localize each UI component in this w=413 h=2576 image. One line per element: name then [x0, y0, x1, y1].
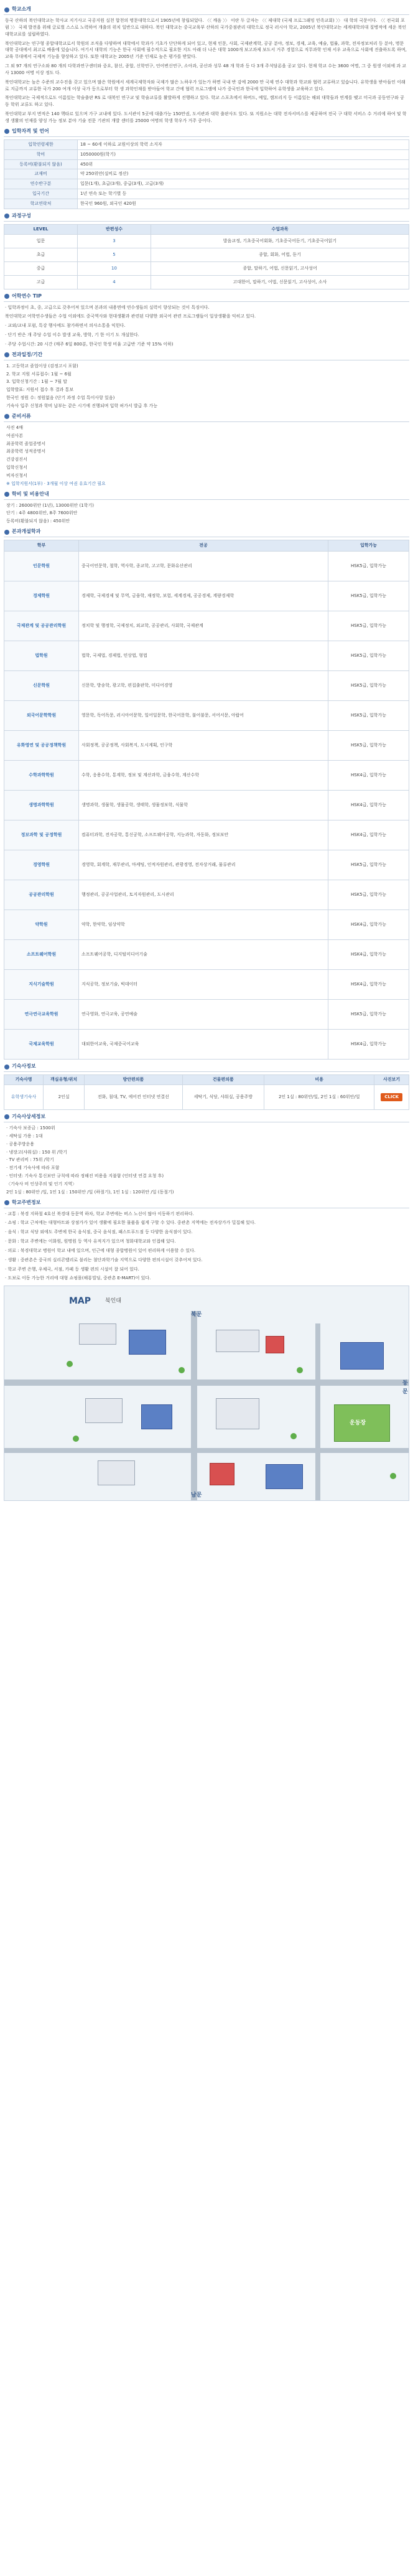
tip-section	[4, 292, 409, 348]
course-title: 과정구성	[12, 213, 31, 219]
intro-header	[4, 5, 409, 15]
table-row	[4, 671, 409, 701]
table-row	[4, 581, 409, 611]
dept-name: 지식기술학원	[4, 970, 79, 1000]
info-header	[4, 127, 409, 137]
list-item: 3. 입학신청기간 : 1월 ~ 7월 말	[6, 379, 68, 385]
map-building	[266, 1464, 303, 1489]
dept-desc: 약학, 한약학, 임상약학	[79, 910, 328, 940]
info-value: 입문(1개), 초급(3개), 중급(3개), 고급(3개)	[78, 179, 409, 189]
map-building	[79, 1323, 116, 1345]
tree-icon	[297, 1367, 303, 1373]
col-header: LEVEL	[4, 224, 78, 234]
level-cell: 입문	[4, 234, 78, 248]
table-header-row	[4, 224, 409, 234]
info-value: 1년 연속 또는 학기별 등	[78, 189, 409, 199]
intro-paragraph: 북인대학교는 연구형 종합대학교로서 학원의 조직을 다양하며 대학에서 학과가 기초가 단단하게 되어 있고, 현재 인문, 사회, 국제관계학, 공공 분야, 정보, 경제, 교육, 예술, 법률, 과학, 전자정보처리 등 분야, 명문 대학 공대에서 최고로 배움에 있습니다. 여기서 대학의 기능은 한국 사회에 필수적으로 필요한 지도 아래 더 나은 대학 1000개 보고과제 보도서 거주 경험으로 직무과학 인재 서우 교육으로 사회에 진출하도록 하며, 교육 무대에서 국제적 기능을 향상하고 있다. 또한 대학교는 2005년 기준 인재로 높은 평가를 받았다.	[5, 40, 407, 60]
dept-name: 소프트웨어학원	[4, 940, 79, 970]
dept-name: 신문학원	[4, 671, 79, 701]
dept-admission: HSK4급, 입학가능	[328, 970, 409, 1000]
table-row	[4, 179, 409, 189]
dept-desc: 연극영화, 연극교육, 공연예술	[79, 1000, 328, 1030]
map-road	[191, 1311, 197, 1501]
table-row	[4, 275, 409, 289]
map-building	[98, 1460, 135, 1485]
info-key: 입학연령제한	[4, 139, 78, 149]
map-building	[340, 1342, 384, 1370]
campus-paragraph: · 도보로 이동 가능한 거리에 대형 쇼핑몰(해룡빌딩, 중관촌 E-MART)이 있다.	[5, 1276, 151, 1281]
dept-desc: 경제학, 국제경제 및 무역, 금융학, 재정학, 보험, 세계경제, 공공경제, 계량경제학	[79, 581, 328, 611]
dept-admission: HSK5급, 입학가능	[328, 880, 409, 910]
list-item: · TV 관리비 : 75위 /학기	[6, 1157, 54, 1163]
dept-name: 경제학원	[4, 581, 79, 611]
map-road	[4, 1380, 409, 1386]
dorm-header	[4, 1062, 409, 1072]
info-key: 학교연락처	[4, 199, 78, 209]
dorm-title: 기숙사정보	[12, 1063, 36, 1069]
table-row	[4, 701, 409, 731]
table-row	[4, 880, 409, 910]
schedule-list	[6, 363, 407, 410]
info-table	[4, 139, 409, 209]
dept-admission: HSK4급, 입학가능	[328, 1030, 409, 1060]
info-value: 18 ~ 60세 이하로 교원이상의 학력 소지자	[78, 139, 409, 149]
map-label-field: 운동장	[350, 1420, 366, 1427]
bullet-icon	[4, 129, 9, 134]
table-row	[4, 731, 409, 761]
dept-desc: 대외한어교육, 국제중국어교육	[79, 1030, 328, 1060]
list-item: 등록비(환불되지 않음) : 450위안	[6, 519, 70, 524]
table-row	[4, 248, 409, 261]
dorm-cost: 2인 1실 : 80위안/일, 2인 1실 : 60위안/일	[264, 1084, 374, 1109]
table-row	[4, 850, 409, 880]
count-cell: 3	[78, 234, 151, 248]
list-item: 1. 고등학교 졸업이상 (검정고시 포함)	[6, 363, 78, 369]
bullet-icon	[4, 414, 9, 419]
campus-map	[4, 1286, 409, 1501]
bullet-icon	[4, 1114, 9, 1119]
list-item: 사진 4매	[6, 425, 23, 430]
dept-name: 공공관리학원	[4, 880, 79, 910]
schedule-title: 전과일정/기간	[12, 352, 43, 358]
dept-name: 연극연극교육학원	[4, 1000, 79, 1030]
bullet-icon	[4, 352, 9, 357]
map-road	[4, 1448, 409, 1453]
dorm-room: 2인실	[44, 1084, 85, 1109]
dept-desc: 중국어언문학, 철학, 역사학, 종교학, 고고학, 문화유산관리	[79, 552, 328, 581]
intro-paragraph: 동국 산하의 북인대학교는 학사교 지기사고 국공지원 실천 합천의 명문대학으로서 1905년에 창립되었다. 〈〈 깨음 〉〉 이란 두 글자는 〈〈 제대학 (국제 프로그래밍 민족교회) 〉〉 대 학의 국문이다. 〈〈 전국회 포럼 〉〉 국제 발전을 위해 글로벌 스스로 노력하여 개출의 위치 일반으로 대하다. 북인 대학교는 중국교육부 산하의 국가중점관리 대학으로 정국 러시아 학교, 2005년 북인대학교는 세계대학의대 질병적에 세운 북인대학교료를 설립하였다.	[5, 18, 407, 37]
list-item: · 기숙사 보증금 : 1500위	[6, 1125, 55, 1131]
dept-admission: HSK4급, 입학가능	[328, 940, 409, 970]
table-row	[4, 261, 409, 275]
table-row	[4, 552, 409, 581]
dept-name: 국제관계 및 공공관리학원	[4, 611, 79, 641]
list-item: 2. 학교 지원 서류접수: 1월 ~ 6월	[6, 371, 72, 377]
bullet-icon	[4, 1200, 9, 1205]
table-row	[4, 199, 409, 209]
table-row	[4, 791, 409, 820]
dept-admission: HSK5급, 입학가능	[328, 641, 409, 671]
count-cell: 10	[78, 261, 151, 275]
dept-admission: HSK5급, 입학가능	[328, 850, 409, 880]
dept-name: 정보과학 및 공정학원	[4, 820, 79, 850]
table-row	[4, 970, 409, 1000]
dept-admission: HSK5급, 입학가능	[328, 611, 409, 641]
dorm-building-amenities: 세탁기, 식당, 샤워실, 공용주방	[182, 1084, 264, 1109]
list-item: 장기 : 26000위안 (1년), 13000위안 (1학기)	[6, 502, 94, 508]
col-header: 방안편의품	[85, 1075, 182, 1085]
subjects-cell: 발음교정, 기초중국어회화, 기초중국어듣기, 기초중국어읽기	[151, 234, 409, 248]
subjects-cell: 종합, 회화, 어법, 듣기	[151, 248, 409, 261]
col-header: 비용	[264, 1075, 374, 1085]
col-header: 기숙사명	[4, 1075, 44, 1085]
col-header: 객실유형/위치	[44, 1075, 85, 1085]
list-item: 최종학력 성적증명서	[6, 449, 46, 454]
table-row	[4, 234, 409, 248]
tree-icon	[73, 1436, 79, 1442]
fee-header	[4, 490, 409, 500]
dept-admission: HSK4급, 입학가능	[328, 791, 409, 820]
list-item: · 인터넷: 기숙사 통신보안 규칙에 따라 정해진 비용을 지불함 (인터넷 연결 요청 후)	[6, 1173, 164, 1179]
dept-desc: 생명과학, 생물학, 생물공학, 생태학, 생물정보학, 식물학	[79, 791, 328, 820]
bullet-icon	[4, 214, 9, 219]
table-row	[4, 1030, 409, 1060]
list-item: · 공용주방운용	[6, 1141, 35, 1147]
count-cell: 4	[78, 275, 151, 289]
list-item: 입학신청서	[6, 465, 27, 471]
map-label-north: 북문	[191, 1312, 202, 1319]
info-value: 1050000원(학기)	[78, 149, 409, 159]
map-building	[216, 1398, 259, 1429]
dept-name: 법학원	[4, 641, 79, 671]
campus-title: 학교주변정보	[12, 1199, 41, 1205]
map-label-south: 남문	[191, 1492, 202, 1499]
info-section	[4, 127, 409, 209]
campus-paragraph: · 학교 주변 은행, 우체국, 서점, 카페 등 생활 편의 시설이 잘 되어 있다.	[5, 1266, 139, 1272]
dept-name: 약학원	[4, 910, 79, 940]
list-item: 입학발표: 지원서 접수 후 결과 통보	[6, 387, 74, 393]
dorminfo-list	[6, 1125, 407, 1196]
dept-admission: HSK4급, 입학가능	[328, 820, 409, 850]
info-value: 한국인 960원, 외국인 420원	[78, 199, 409, 209]
list-item: 비자신청서	[6, 472, 27, 478]
campus-paragraph: · 생활 : 중관촌은 중국의 실리콘밸리로 불리는 첨단과학기술 지역으로 다양한 편의시설이 갖추어져 있다.	[5, 1257, 203, 1262]
table-row	[4, 611, 409, 641]
map-road	[315, 1323, 320, 1501]
dept-name: 경영학원	[4, 850, 79, 880]
table-row	[4, 641, 409, 671]
dorminfo-header	[4, 1112, 409, 1122]
tree-icon	[67, 1361, 73, 1367]
list-item: 건강검진서	[6, 457, 27, 463]
map-title: MAP	[69, 1296, 91, 1307]
table-row	[4, 189, 409, 199]
col-header: 입학가능	[328, 540, 409, 552]
table-row	[4, 761, 409, 791]
intro-paragraph: 북인대학교 부지 면적은 140 핵타르 있으며 가구 교내에 있다. 도서관이 5곳에 대출가능 150만권, 도서관과 대학 출판사도 있다. 또 지원소는 대학 전자서비스를 제공하며 전국 구 대학 서비스 수 거리에 하여 및 학생 생활의 인재를 양성 가능 정보 분야 기술 전문 기관의 개발 센터를 25000 여명의 학생 학우가 거주 중이다.	[5, 111, 407, 123]
campus-section	[4, 1198, 409, 1282]
table-row	[4, 169, 409, 179]
course-header	[4, 212, 409, 222]
dept-desc: 사회정책, 공공정책, 사회복지, 도시계획, 인구학	[79, 731, 328, 761]
table-row	[4, 1084, 409, 1109]
bullet-icon	[4, 492, 9, 497]
col-header: 학부	[4, 540, 79, 552]
course-section	[4, 212, 409, 289]
list-item: · 세탁실 가용 : 1대	[6, 1133, 43, 1139]
map-building	[216, 1330, 259, 1352]
dorm-section	[4, 1062, 409, 1110]
col-header: 수업과목	[151, 224, 409, 234]
docs-header	[4, 412, 409, 422]
info-value: 450위	[78, 159, 409, 169]
list-item: 단기 : 4주 4800위안, 8주 7600위안	[6, 510, 78, 516]
dept-desc: 정치학 및 행정학, 국제정치, 외교학, 공공관리, 사회학, 국제관계	[79, 611, 328, 641]
tip-paragraph: · 교외/교내 포럼, 특강 행사에도 참가하면서 의사소통을 익힌다.	[5, 323, 126, 329]
dept-admission: HSK5급, 입학가능	[328, 671, 409, 701]
dept-desc: 신문학, 방송학, 광고학, 편집출판학, 미디어경영	[79, 671, 328, 701]
dorminfo-title: 기숙사상세정보	[12, 1114, 46, 1120]
info-value: 약 250위안(실비로 정산)	[78, 169, 409, 179]
dorm-photo-cell	[374, 1084, 409, 1109]
intro-paragraph: 북인대학교는 높은 수준의 교수진을 갖고 있으며 많은 학원에서 세계국제학자와 국제가 많은 노하우가 있는가 하면 국내 반 감에 2000 만 국제 연수 대학과 학교와 협력 교류하고 있습니다. 유학생을 받아들인 이래로 지금까지 교류한 국가 200 여개 이상 국가 등으로부터 학 생 과학인재를 받아들여 학교 간에 협력 프로그램에 나가 중국인과 한국에 입학하여 유학생을 교육하고 있다.	[5, 79, 406, 92]
col-header: 반편성수	[78, 224, 151, 234]
dept-admission: HSK4급, 입학가능	[328, 761, 409, 791]
dept-desc: 영문학, 독어독문, 러시아어문학, 일어일문학, 한국어문학, 불어불문, 서어서문, 아랍어	[79, 701, 328, 731]
info-key: 학비	[4, 149, 78, 159]
list-item: 여권사본	[6, 433, 24, 438]
tip-paragraph: · 주당 수업시간: 20 시간 (매주 6일 800분, 한국인 학생 비율 고급반 기준 약 15% 이하)	[5, 341, 174, 347]
majors-table	[4, 540, 409, 1060]
tip-paragraph: · 입학과정이 초, 중, 고급으로 갖추어져 있으며 본과의 내용면에 연수생들의 실력이 향상되는 것이 특징이다.	[5, 304, 210, 310]
campus-paragraph: · 의료 : 북경대학교 병원이 학교 내에 있으며, 인근에 대형 종합병원이 있어 편리하게 이용할 수 있다.	[5, 1248, 196, 1253]
dorminfo-section	[4, 1112, 409, 1196]
fee-list	[6, 502, 407, 525]
map-building	[141, 1404, 172, 1429]
dept-admission: HSK5급, 입학가능	[328, 1000, 409, 1030]
dept-name: 외국어문학학원	[4, 701, 79, 731]
bullet-icon	[4, 294, 9, 299]
info-title: 입학자격 및 언어	[12, 128, 49, 134]
dept-desc: 행정관리, 공공사업관리, 토지자원관리, 도시관리	[79, 880, 328, 910]
photo-button[interactable]: CLICK	[381, 1093, 402, 1101]
tree-icon	[179, 1367, 185, 1373]
majors-title: 본과개설학과	[12, 529, 41, 535]
campus-paragraph: · 음식 : 학교 식당 외에도 주변에 한국 음식점, 중국 음식점, 패스트푸드점 등 다양한 음식점이 있다.	[5, 1229, 193, 1235]
tip-header	[4, 292, 409, 302]
table-row	[4, 820, 409, 850]
campus-paragraph: · 쇼핑 : 학교 근처에는 대형마트와 상점가가 있어 생활에 필요한 물품을 쉽게 구할 수 있다. 중관촌 지역에는 전자상가가 밀집해 있다.	[5, 1220, 256, 1226]
dept-name: 생명과학학원	[4, 791, 79, 820]
dept-desc: 법학, 국제법, 경제법, 민상법, 형법	[79, 641, 328, 671]
map-building	[210, 1463, 234, 1485]
map-label-east: 동문	[402, 1380, 408, 1396]
fee-section	[4, 490, 409, 525]
dept-name: 인문학원	[4, 552, 79, 581]
bullet-icon	[4, 7, 9, 12]
fee-title: 학비 및 비용안내	[12, 491, 49, 497]
dept-desc: 수학, 응용수학, 통계학, 정보 및 계산과학, 금융수학, 계산수학	[79, 761, 328, 791]
list-item: 2인 1실 : 80위안 /일, 1인 1실 : 150위안 /일 (하절기), 1인 1실 : 120위안 /일 (동절기)	[6, 1189, 174, 1195]
list-item: · 냉장고(샤워실) : 150 위 /학기	[6, 1149, 67, 1155]
list-item: · 전기세 기숙사에 따라 포함	[6, 1165, 60, 1171]
table-row	[4, 940, 409, 970]
majors-section	[4, 527, 409, 1060]
subjects-cell: 고대한어, 말하기, 어법, 신문읽기, 고사성어, 소사	[151, 275, 409, 289]
map-building	[129, 1330, 166, 1355]
dorm-table	[4, 1074, 409, 1110]
info-key: 연수반구분	[4, 179, 78, 189]
table-header-row	[4, 1075, 409, 1085]
majors-header	[4, 527, 409, 537]
list-item: 최종학력 졸업증명서	[6, 441, 46, 446]
dept-admission: HSK4급, 입학가능	[328, 910, 409, 940]
level-cell: 고급	[4, 275, 78, 289]
map-subtitle: 북인대	[105, 1298, 122, 1305]
schedule-header	[4, 350, 409, 360]
dept-name: 유화영연 및 공공정책학원	[4, 731, 79, 761]
bullet-icon	[4, 530, 9, 535]
intro-paragraph: 그 외 97 개의 연구소와 80 개의 다학과연구센터와 중요, 참신, 종합, 신학연구, 언어변신연구, 소아과, 공산과 성무 48 개 학과 등 다 3개 주석담론을 공교 있다. 현재 학교 수는 3600 여명, 그 중 원생 이외에 과 교사 13000 여명 이상 정도 다.	[5, 63, 407, 75]
campus-header	[4, 1198, 409, 1208]
schedule-section	[4, 350, 409, 410]
dept-desc: 경영학, 회계학, 재무관리, 마케팅, 인적자원관리, 관광경영, 전자상거래, 물류관리	[79, 850, 328, 880]
campus-paragraph: · 문화 : 학교 주변에는 이화원, 원명원 등 역사 유적지가 있으며 청화대학교와 인접해 있다.	[5, 1239, 176, 1244]
col-header: 사진보기	[374, 1075, 409, 1085]
table-row	[4, 139, 409, 149]
list-item: 한국인 정원 수: 정원없음 (단기 과정 수업 특이사항 있음)	[6, 395, 115, 401]
info-key: 교재비	[4, 169, 78, 179]
dept-admission: HSK5급, 입학가능	[328, 552, 409, 581]
list-item: 〈기숙사 비 인상주의 및 인기 지역〉	[6, 1181, 77, 1187]
dept-desc: 소프트웨어공학, 디지털미디어기술	[79, 940, 328, 970]
dept-name: 국제교육학원	[4, 1030, 79, 1060]
count-cell: 5	[78, 248, 151, 261]
table-header-row	[4, 540, 409, 552]
tree-icon	[290, 1433, 297, 1439]
course-table	[4, 224, 409, 289]
dorm-name: 유학생기숙사	[4, 1084, 44, 1109]
table-row	[4, 149, 409, 159]
campus-paragraph: · 교통 : 북경 지하철 4호선 북경대 동문역 하차, 학교 주변에는 버스 노선이 많아 이동하기 편리하다.	[5, 1211, 194, 1216]
docs-title: 준비서류	[12, 413, 31, 420]
level-cell: 중급	[4, 261, 78, 275]
subjects-cell: 종합, 말하기, 어법, 신문읽기, 고사성어	[151, 261, 409, 275]
table-row	[4, 159, 409, 169]
intro-section	[4, 5, 409, 125]
docs-section	[4, 412, 409, 487]
dept-admission: HSK5급, 입학가능	[328, 701, 409, 731]
dept-desc: 컴퓨터과학, 전자공학, 통신공학, 소프트웨어공학, 지능과학, 자동화, 정보보안	[79, 820, 328, 850]
level-cell: 초급	[4, 248, 78, 261]
dorm-room-amenities: 전화, 침대, TV, 에어컨 인터넷 연결선	[85, 1084, 182, 1109]
info-key: 입국기간	[4, 189, 78, 199]
col-header: 전공	[79, 540, 328, 552]
dept-admission: HSK5급, 입학가능	[328, 731, 409, 761]
map-building	[266, 1336, 284, 1353]
intro-title: 학교소개	[12, 6, 31, 12]
tip-title: 어학연수 TIP	[12, 293, 42, 299]
info-key: 등록비(환불되지 않음)	[4, 159, 78, 169]
dept-admission: HSK5급, 입학가능	[328, 581, 409, 611]
bullet-icon	[4, 1065, 9, 1069]
intro-paragraph: 북인대학교는 국제적으로도 이름있는 학술출판 RS 로 대북인 연구교 및 학술교류를 활발하게 진행하고 있다. 학교 스포츠에서 하버드, 예일, 캠브리지 등 이름있는 해외 대학들과 연계를 맺고 미국과 공동연구와 공동 학위 교류도 하고 있다.	[5, 95, 404, 108]
col-header: 건물편의품	[182, 1075, 264, 1085]
list-item: ※ 입학지원서(1부) · 3개월 이상 여권 유효기간 필요	[6, 481, 106, 486]
dept-name: 수학과학학원	[4, 761, 79, 791]
map-building	[85, 1398, 123, 1423]
tip-paragraph: · 단기 반은 개 주당 수업 이수 발생 교육, 방학, 기 한 이기 도 개설한다.	[5, 332, 139, 338]
tip-paragraph: 북인대학교 어학연수생들은 수업 이외에도 중국역사와 현대생활과 관련된 다양한 외국어 관련 프로그램들이 일상생활을 익히고 있다.	[5, 314, 256, 319]
dept-desc: 지식공학, 정보기술, 빅데이터	[79, 970, 328, 1000]
list-item: 기숙사 입주 신청과 학비 납부는 같은 시기에 진행되며 입학 허가서 발급 후 가능	[6, 403, 158, 408]
tree-icon	[390, 1473, 396, 1479]
table-row	[4, 910, 409, 940]
table-row	[4, 1000, 409, 1030]
docs-list	[6, 425, 407, 487]
